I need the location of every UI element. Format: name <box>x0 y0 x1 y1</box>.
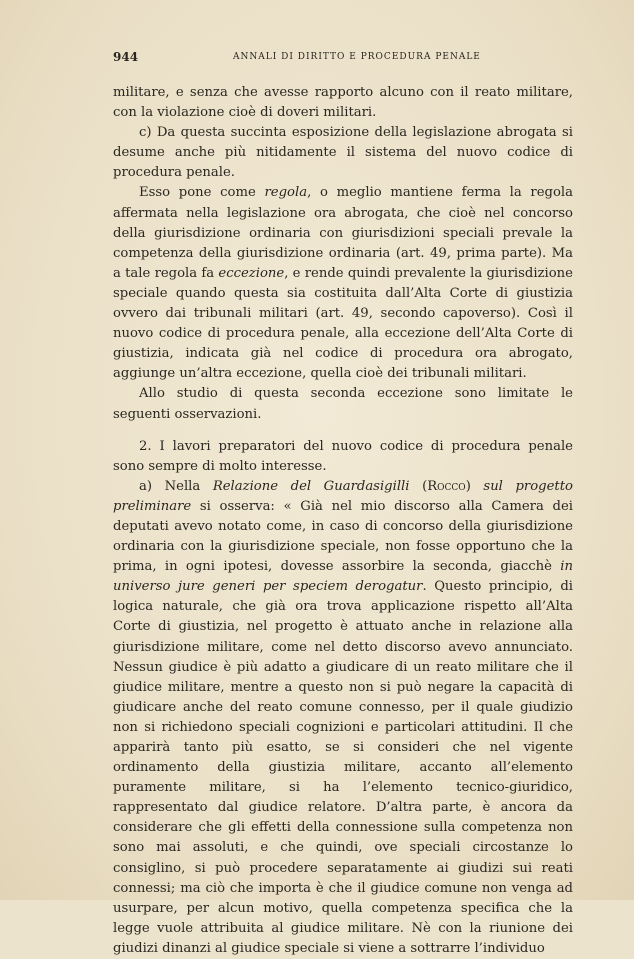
author-name-smallcaps: Rocco <box>427 478 466 494</box>
text-run: , e rende quindi prevalente la giurisdizione speciale quando questa sia costituita dall’Alta Corte di giustizia ovvero dai tribunali militari (art. 49, secondo capoverso). Così il nuovo codice di procedura penale, alla eccezione dell’Alta Corte di giustizia, indicata già nel codice di procedura ora abrogato, aggiunge un’altra eccezione, quella cioè dei tribunali militari. <box>113 265 573 382</box>
text-run: ( <box>409 478 428 494</box>
text-run: ) <box>465 478 484 494</box>
text-run: Esso pone come <box>139 185 265 201</box>
paragraph-continuation: militare, e senza che avesse rapporto alcuno con il reato militare, con la violazione cioè di doveri militari. <box>113 85 573 121</box>
text-run: . Questo principio, di logica naturale, che già ora trova applicazione rispetto all’Alta Corte di giustizia, nel progetto è attuato anche in relazione alla giurisdizione militare, come nel detto discorso avevo annunciato. Nessun giudice è più adatto a giudicare di un reato militare che il giudice militare, mentre a questo non si può negare la capacità di giudicare anche del reato comune connesso, per il quale giudizio non si richiedono speciali cognizioni e particolari attitudini. Il che apparirà tanto più esatto, se si consideri che nel vigente ordinamento della giustizia militare, accanto all’elemento puramente militare, si ha l’elemento tecnico-giuridico, rappresentato dal giudice relatore. D’altra parte, è ancora da considerare che gli effetti della connessione sulla competenza non sono mai assoluti, e che quindi, ove speciali circostanze lo consiglino, si può procedere separatamente ai giudizi sui reati connessi; ma ciò che importa è che il giudice comune non venga ad usurpare, per alcun motivo, quella competenza specifica che la legge vuole attribuita al giudice militare. Nè con la riunione dei giudizi dinanzi al giudice speciale si viene a sottrarre l’individuo <box>113 579 573 956</box>
text-run: a) Nella <box>139 478 213 494</box>
body-text <box>113 83 573 959</box>
italic-progetto-title: sul progetto preliminare <box>113 478 573 514</box>
italic-term-eccezione: eccezione <box>218 265 285 281</box>
text-run: , o meglio mantiene ferma la regola affermata nella legislazione ora abrogata, che cioè nel concorso della giurisdizione ordinaria con giurisdizioni speciali prevale la competenza della giurisdizione ordinaria (art. 49, prima parte). Ma a tale regola fa <box>113 185 573 281</box>
italic-latin-maxim: in universo jure generi per speciem derogatur <box>113 559 573 595</box>
page-number: 944 <box>113 50 139 64</box>
paragraph-a-quote <box>113 477 573 959</box>
paragraph-study: Allo studio di questa seconda eccezione sono limitate le seguenti osservazioni. <box>113 386 573 422</box>
running-title: ANNALI DI DIRITTO E PROCEDURA PENALE <box>233 52 481 62</box>
section-2-paragraph: 2. I lavori preparatori del nuovo codice di procedura penale sono sempre di molto interesse. <box>113 438 573 474</box>
page-header <box>113 50 573 66</box>
text-run: si osserva: « Già nel mio discorso alla Camera dei deputati avevo notato come, in caso di concorso della giurisdizione ordinaria con la giurisdizione speciale, non fosse opportuno che la prima, in ogni ipotesi, dovesse assorbire la seconda, giacchè <box>113 498 573 575</box>
italic-term-regola: regola <box>264 185 308 201</box>
paragraph-rule <box>113 183 573 384</box>
paragraph-c: c) Da questa succinta esposizione della legislazione abrogata si desume anche più nitidamente il sistema del nuovo codice di procedura penale. <box>113 125 573 181</box>
italic-relazione-title: Relazione del Guardasigilli <box>212 478 410 494</box>
